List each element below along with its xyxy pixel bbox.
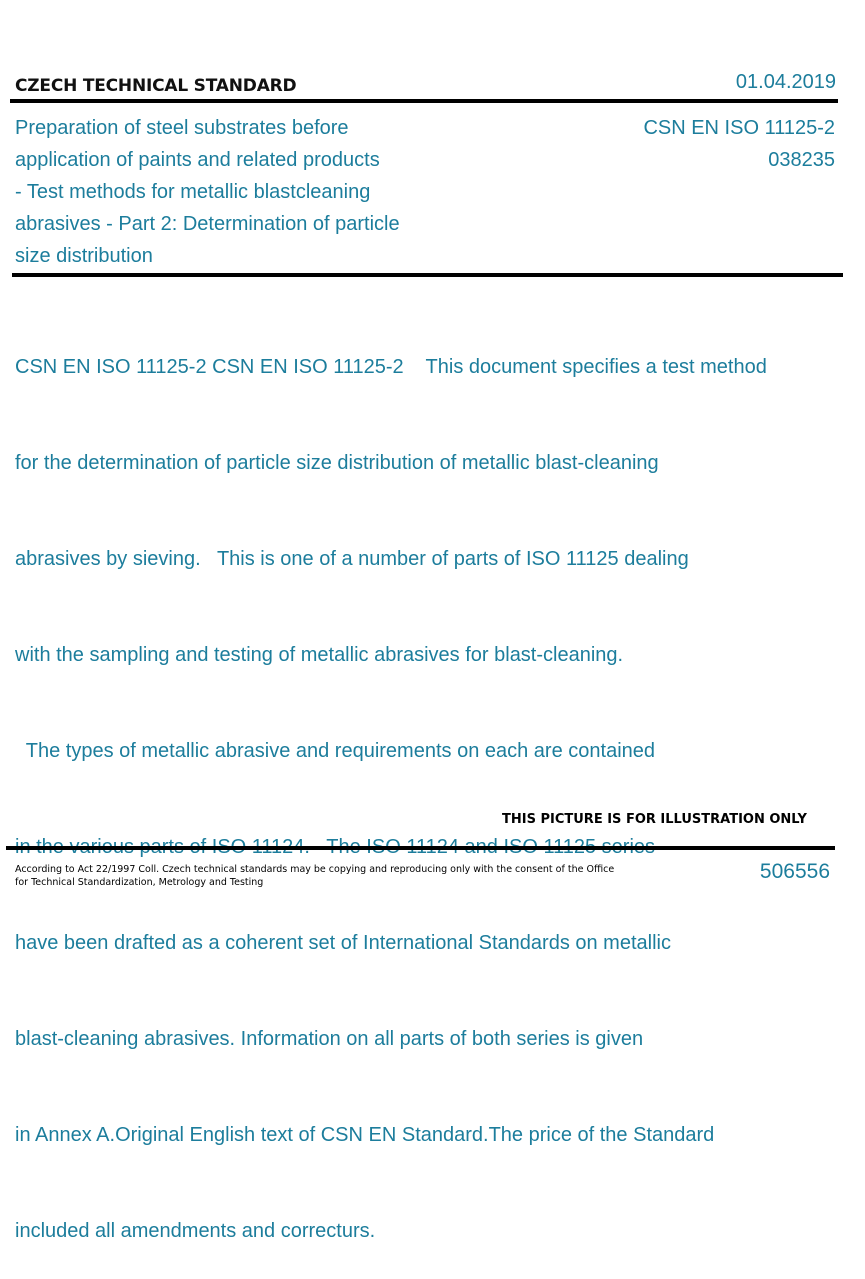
legal-notice [15,863,615,889]
standard-type-label: CZECH TECHNICAL STANDARD [15,76,297,96]
title-line: - Test methods for metallic blastcleaning [15,181,371,203]
abstract-line: with the sampling and testing of metallic abrasives for blast-cleaning. [15,644,624,666]
abstract-line: have been drafted as a coherent set of International Standards on metallic [15,932,671,954]
header-divider [10,99,838,103]
abstract-line: abrasives by sieving. This is one of a number of parts of ISO 11125 dealing [15,548,689,570]
illustration-disclaimer: THIS PICTURE IS FOR ILLUSTRATION ONLY [502,812,807,827]
title-line: abrasives - Part 2: Determination of particle [15,213,400,235]
legal-line: for Technical Standardization, Metrology and Testing [15,877,264,888]
catalog-number: 038235 [768,149,835,171]
standard-identifiers [643,112,835,176]
legal-line: According to Act 22/1997 Coll. Czech technical standards may be copying and reproducing only with the consent of the Office [15,864,615,875]
title-line: Preparation of steel substrates before [15,117,349,139]
abstract-line: blast-cleaning abrasives. Information on all parts of both series is given [15,1028,644,1050]
product-number: 506556 [759,860,830,883]
title-line: application of paints and related products [15,149,380,171]
publication-date: 01.04.2019 [735,71,836,93]
footer-divider [6,846,835,850]
abstract-line: in Annex A.Original English text of CSN EN Standard.The price of the Standard [15,1124,715,1146]
abstract-line: for the determination of particle size distribution of metallic blast-cleaning [15,452,659,474]
standard-code: CSN EN ISO 11125-2 [643,117,835,139]
title-divider [12,273,843,277]
document-title [15,112,455,272]
title-line: size distribution [15,245,153,267]
abstract-line: CSN EN ISO 11125-2 CSN EN ISO 11125-2 This document specifies a test method [15,356,767,378]
abstract-line: included all amendments and correcturs. [15,1220,376,1242]
abstract-text [15,287,845,1279]
abstract-line: The types of metallic abrasive and requirements on each are contained [15,740,655,762]
